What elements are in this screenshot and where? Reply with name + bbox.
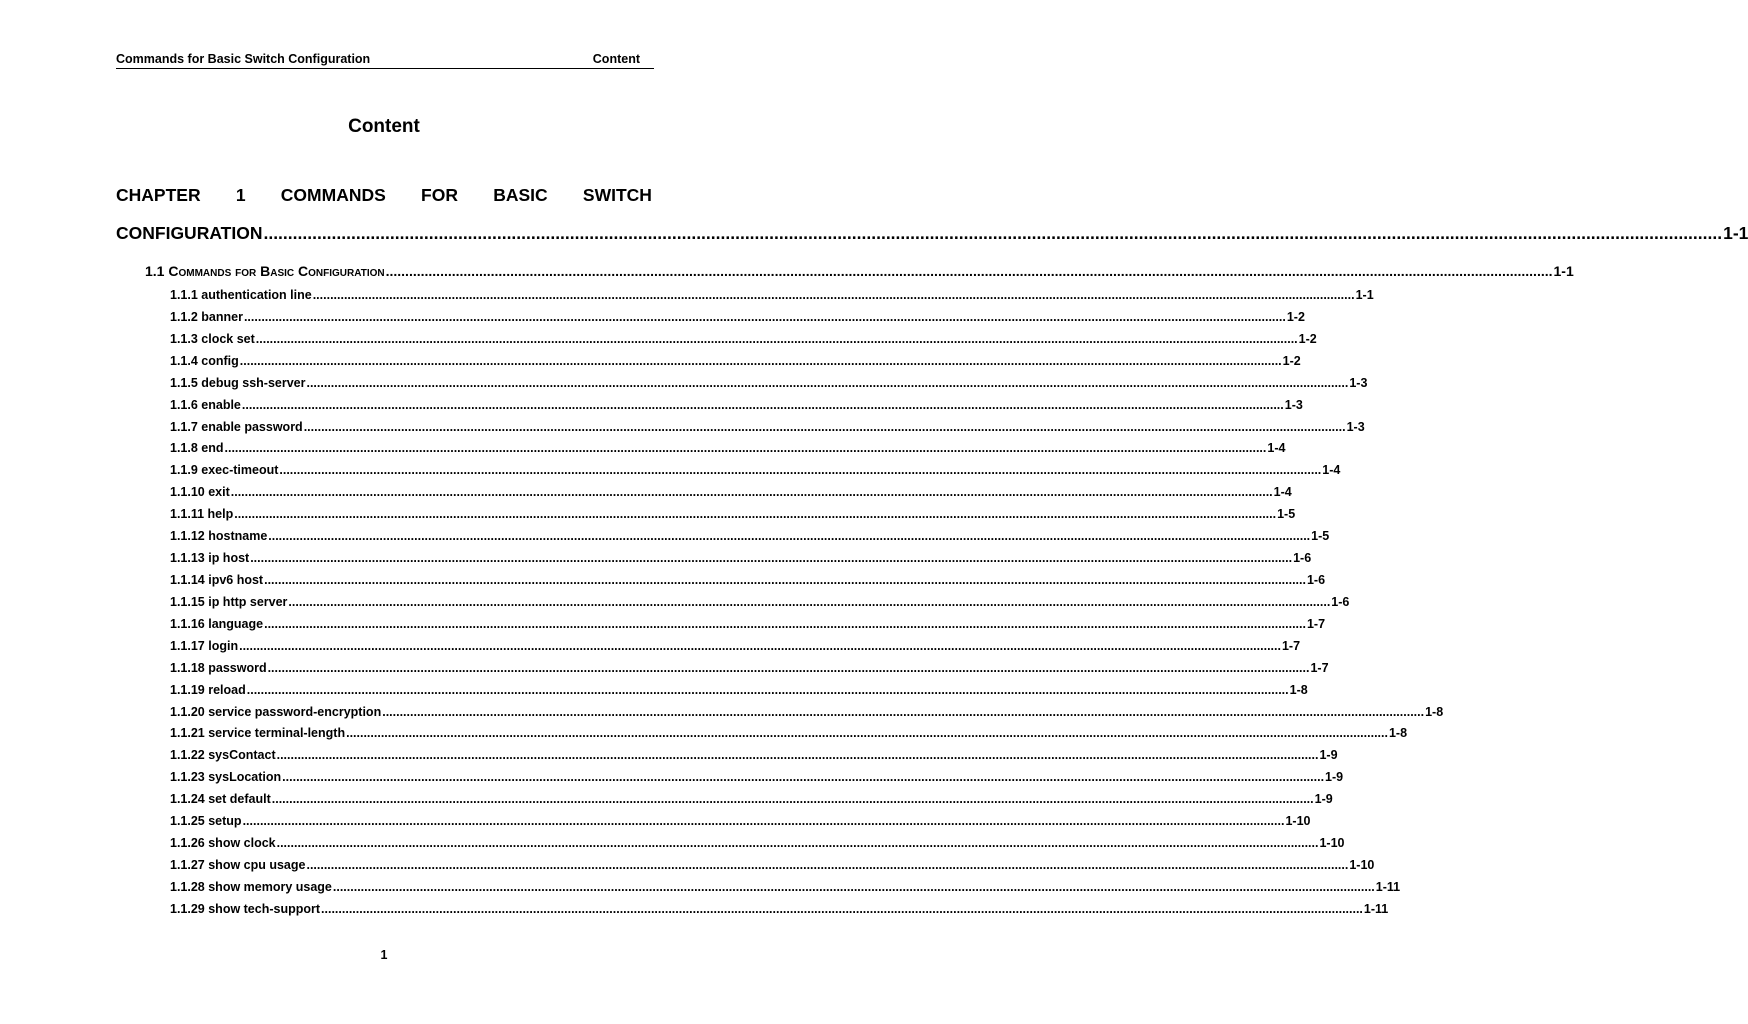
toc-entry-page-number: 1-7 bbox=[1281, 638, 1301, 653]
toc-entry-label: 1.1.7 enable password bbox=[170, 419, 303, 434]
toc-entry-label: 1.1.28 show memory usage bbox=[170, 879, 332, 894]
chapter-word: CHAPTER bbox=[116, 185, 201, 205]
leader-dots: ............................................................................................................................................................................................................................................................................................................ bbox=[267, 660, 1310, 675]
toc-entry-page-number: 1-4 bbox=[1273, 485, 1292, 500]
toc-entry[interactable] bbox=[170, 288, 1374, 306]
leader-dots: ............................................................................................................................................................................................................................................................................................................ bbox=[230, 485, 1273, 500]
toc-entry-label: 1.1.2 banner bbox=[170, 309, 243, 324]
leader-dots: ............................................................................................................................................................................................................................................................................................................ bbox=[276, 836, 1319, 850]
toc-entry-label: 1.1.9 exec-timeout bbox=[170, 463, 279, 478]
leader-dots: ............................................................................................................................................................................................................................................................................................................ bbox=[306, 375, 1349, 390]
leader-dots: ............................................................................................................................................................................................................................................................................................................ bbox=[234, 507, 1277, 522]
toc-entry-page-number: 1-11 bbox=[1375, 879, 1401, 894]
toc-entry-label: 1.1.4 config bbox=[170, 353, 239, 368]
leader-dots: ............................................................................................................................................................................................................................................................................................................ bbox=[250, 551, 1293, 565]
section-title: Commands for Basic Configuration bbox=[168, 263, 385, 279]
toc-entry-label: 1.1.21 service terminal-length bbox=[170, 726, 346, 741]
toc-entry-page-number: 1-6 bbox=[1331, 594, 1350, 609]
leader-dots: ............................................................................................................................................................................................................................................................................................................ bbox=[264, 573, 1306, 587]
toc-entry-page-number: 1-5 bbox=[1311, 529, 1330, 544]
toc-entry[interactable] bbox=[170, 507, 1296, 525]
toc-entry-label: 1.1.17 login bbox=[170, 638, 239, 653]
toc-entry[interactable] bbox=[170, 397, 1303, 416]
toc-entry[interactable] bbox=[170, 375, 1368, 394]
toc-entry[interactable] bbox=[170, 682, 1308, 701]
leader-dots: ............................................................................................................................................................................................................................................................................................................ bbox=[279, 463, 1322, 478]
toc-entry-page-number: 1-4 bbox=[1322, 463, 1341, 478]
leader-dots: ............................................................................................................................................................................................................................................................................................................ bbox=[312, 288, 1355, 302]
toc-entry-label: 1.1.6 enable bbox=[170, 397, 241, 412]
chapter-page-number: 1-1 bbox=[1723, 223, 1748, 243]
leader-dots: ............................................................................................................................................................................................................................................................................................................ bbox=[239, 353, 1282, 368]
toc-entry-label: 1.1.11 help bbox=[170, 507, 234, 522]
toc-entry[interactable] bbox=[170, 485, 1292, 503]
header-document-title: Commands for Basic Switch Configuration bbox=[116, 52, 371, 66]
toc-entry-page-number: 1-10 bbox=[1319, 836, 1345, 850]
toc-entry-page-number: 1-7 bbox=[1310, 660, 1329, 675]
toc-entry-label: 1.1.16 language bbox=[170, 616, 264, 631]
chapter-heading-line1[interactable] bbox=[116, 185, 652, 206]
leader-dots: ............................................................................................................................................................................................................................................................................................................ bbox=[263, 223, 1723, 243]
toc-entry-page-number: 1-10 bbox=[1349, 857, 1375, 872]
toc-entry[interactable] bbox=[170, 879, 1401, 898]
leader-dots: ............................................................................................................................................................................................................................................................................................................ bbox=[224, 441, 1267, 456]
toc-entry-page-number: 1-8 bbox=[1289, 682, 1308, 697]
leader-dots: ............................................................................................................................................................................................................................................................................................................ bbox=[303, 419, 1346, 434]
chapter-word: FOR bbox=[421, 185, 458, 205]
leader-dots: ............................................................................................................................................................................................................................................................................................................ bbox=[282, 770, 1325, 785]
toc-entry-page-number: 1-2 bbox=[1282, 353, 1301, 368]
toc-entry-page-number: 1-11 bbox=[1363, 901, 1389, 916]
toc-entry[interactable] bbox=[170, 792, 1333, 810]
leader-dots: ............................................................................................................................................................................................................................................................................................................ bbox=[242, 814, 1285, 829]
toc-entry-page-number: 1-10 bbox=[1285, 814, 1311, 829]
toc-entry[interactable] bbox=[170, 616, 1326, 635]
toc-entry[interactable] bbox=[170, 353, 1301, 372]
section-number: 1.1 bbox=[145, 263, 165, 279]
leader-dots: ............................................................................................................................................................................................................................................................................................................ bbox=[268, 529, 1311, 544]
leader-dots: ............................................................................................................................................................................................................................................................................................................ bbox=[246, 682, 1289, 697]
toc-entry-page-number: 1-3 bbox=[1346, 419, 1365, 434]
leader-dots: ............................................................................................................................................................................................................................................................................................................ bbox=[288, 594, 1331, 609]
toc-entry-label: 1.1.13 ip host bbox=[170, 551, 250, 565]
toc-entry[interactable] bbox=[170, 857, 1375, 876]
toc-entry-page-number: 1-9 bbox=[1314, 792, 1333, 807]
toc-entry-page-number: 1-2 bbox=[1298, 331, 1317, 346]
page-header bbox=[116, 51, 654, 69]
toc-entry[interactable] bbox=[170, 660, 1329, 679]
toc-entry[interactable] bbox=[170, 748, 1338, 766]
toc-entry-label: 1.1.25 setup bbox=[170, 814, 242, 829]
toc-section-entry[interactable] bbox=[145, 263, 1574, 279]
toc-entry-page-number: 1-5 bbox=[1277, 507, 1296, 522]
leader-dots: ............................................................................................................................................................................................................................................................................................................ bbox=[264, 616, 1306, 631]
leader-dots: ............................................................................................................................................................................................................................................................................................................ bbox=[239, 638, 1281, 653]
header-section-name: Content bbox=[592, 52, 640, 66]
toc-entry[interactable] bbox=[170, 441, 1286, 459]
toc-entry-label: 1.1.26 show clock bbox=[170, 836, 276, 850]
toc-entry-label: 1.1.20 service password-encryption bbox=[170, 704, 382, 719]
toc-entry-page-number: 1-3 bbox=[1284, 397, 1303, 412]
toc-entry[interactable] bbox=[170, 814, 1311, 832]
toc-entry-page-number: 1-6 bbox=[1306, 573, 1326, 587]
toc-entry-page-number: 1-9 bbox=[1325, 770, 1344, 785]
toc-entry-label: 1.1.10 exit bbox=[170, 485, 230, 500]
leader-dots: ............................................................................................................................................................................................................................................................................................................ bbox=[271, 792, 1314, 807]
toc-entry-page-number: 1-1 bbox=[1355, 288, 1374, 302]
toc-entry[interactable] bbox=[170, 529, 1330, 547]
toc-entry-page-number: 1-6 bbox=[1293, 551, 1312, 565]
chapter-word: 1 bbox=[235, 185, 246, 205]
section-label bbox=[145, 263, 385, 279]
page-title: Content bbox=[348, 116, 420, 137]
toc-entry-page-number: 1-8 bbox=[1425, 704, 1444, 719]
toc-entry-page-number: 1-8 bbox=[1388, 726, 1408, 741]
toc-entry-page-number: 1-4 bbox=[1267, 441, 1286, 456]
toc-entry-label: 1.1.24 set default bbox=[170, 792, 271, 807]
leader-dots: ............................................................................................................................................................................................................................................................................................................ bbox=[332, 879, 1375, 894]
chapter-word: COMMANDS bbox=[280, 185, 386, 205]
toc-entry-label: 1.1.5 debug ssh-server bbox=[170, 375, 306, 390]
leader-dots: ............................................................................................................................................................................................................................................................................................................ bbox=[243, 309, 1286, 324]
toc-entry[interactable] bbox=[170, 309, 1305, 328]
toc-entry[interactable] bbox=[170, 551, 1312, 569]
leader-dots: ............................................................................................................................................................................................................................................................................................................ bbox=[382, 704, 1425, 719]
toc-entry[interactable] bbox=[170, 419, 1365, 438]
toc-entry[interactable] bbox=[170, 726, 1408, 744]
toc-entry-label: 1.1.22 sysContact bbox=[170, 748, 276, 763]
chapter-word: SWITCH bbox=[582, 185, 652, 205]
toc-entry-label: 1.1.18 password bbox=[170, 660, 267, 675]
leader-dots: ............................................................................................................................................................................................................................................................................................................ bbox=[321, 901, 1363, 916]
toc-entry-label: 1.1.12 hostname bbox=[170, 529, 268, 544]
toc-entry-label: 1.1.27 show cpu usage bbox=[170, 857, 306, 872]
toc-entry[interactable] bbox=[170, 594, 1350, 613]
toc-entry[interactable] bbox=[170, 770, 1344, 788]
section-page-number: 1-1 bbox=[1553, 263, 1574, 279]
toc-entry-page-number: 1-2 bbox=[1286, 309, 1305, 324]
toc-entry-label: 1.1.14 ipv6 host bbox=[170, 573, 264, 587]
toc-entry[interactable] bbox=[170, 573, 1326, 591]
leader-dots: ............................................................................................................................................................................................................................................................................................................ bbox=[306, 857, 1349, 872]
toc-entry-label: 1.1.29 show tech-support bbox=[170, 901, 321, 916]
toc-entry[interactable] bbox=[170, 836, 1345, 854]
toc-entry-page-number: 1-3 bbox=[1349, 375, 1368, 390]
toc-entry[interactable] bbox=[170, 331, 1317, 350]
chapter-heading-line2[interactable] bbox=[116, 223, 1748, 244]
toc-entry[interactable] bbox=[170, 901, 1389, 920]
chapter-word: BASIC bbox=[493, 185, 548, 205]
leader-dots: ............................................................................................................................................................................................................................................................................................................ bbox=[241, 397, 1284, 412]
toc-entry-page-number: 1-7 bbox=[1306, 616, 1326, 631]
leader-dots: ............................................................................................................................................................................................................................................................................................................ bbox=[385, 263, 1553, 279]
toc-entry[interactable] bbox=[170, 704, 1444, 723]
chapter-label: CONFIGURATION bbox=[116, 223, 263, 243]
leader-dots: ............................................................................................................................................................................................................................................................................................................ bbox=[276, 748, 1319, 763]
toc-entry-label: 1.1.19 reload bbox=[170, 682, 246, 697]
toc-entry[interactable] bbox=[170, 463, 1341, 481]
toc-entry-page-number: 1-9 bbox=[1319, 748, 1338, 763]
page-number: 1 bbox=[380, 948, 388, 962]
toc-entry-label: 1.1.3 clock set bbox=[170, 331, 255, 346]
toc-entry-label: 1.1.15 ip http server bbox=[170, 594, 288, 609]
leader-dots: ............................................................................................................................................................................................................................................................................................................ bbox=[346, 726, 1388, 741]
toc-entry-label: 1.1.8 end bbox=[170, 441, 224, 456]
toc-entry[interactable] bbox=[170, 638, 1301, 657]
toc-entry-label: 1.1.23 sysLocation bbox=[170, 770, 282, 785]
leader-dots: ............................................................................................................................................................................................................................................................................................................ bbox=[255, 331, 1298, 346]
toc-entry-label: 1.1.1 authentication line bbox=[170, 288, 312, 302]
